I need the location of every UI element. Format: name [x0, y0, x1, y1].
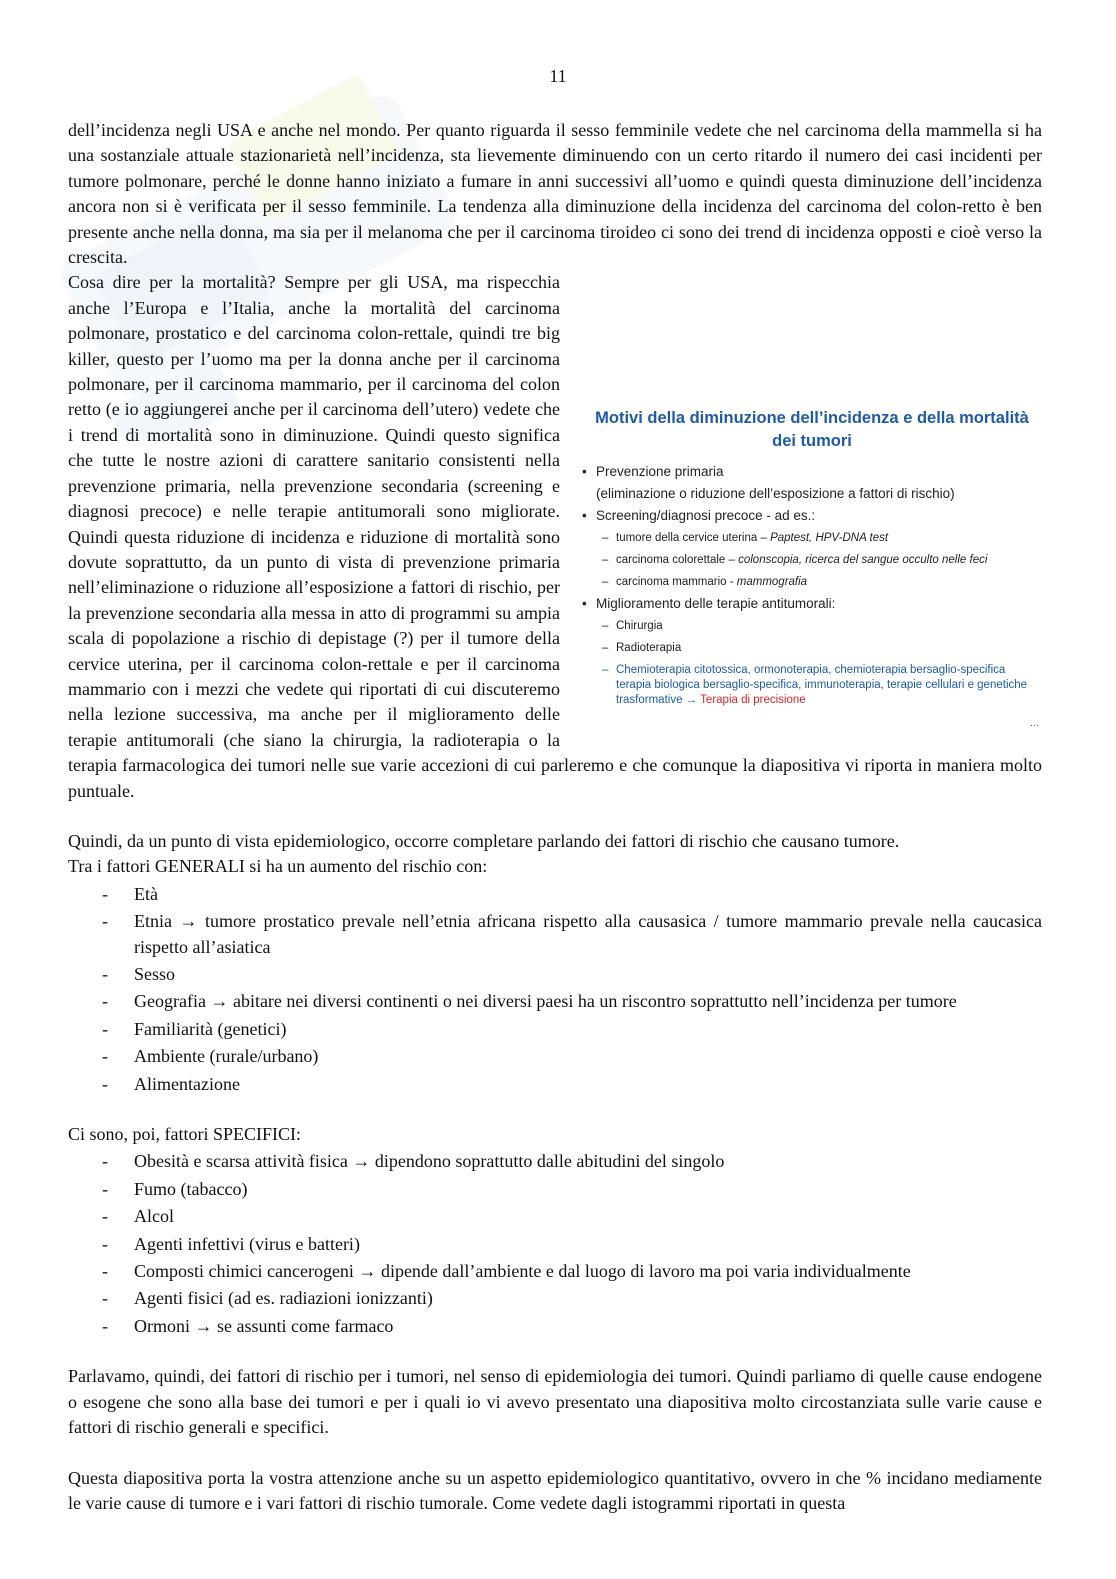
list-item: - Obesità e scarsa attività fisica → dipendono soprattutto dalle abitudini del singolo [68, 1149, 1042, 1174]
slide-subitem-surgery: – Chirurgia [582, 615, 1042, 637]
precision-therapy-label: Terapia di precisione [700, 694, 806, 707]
list-item: - Alcol [68, 1204, 1042, 1229]
arrow-icon: → [685, 694, 698, 707]
slide-title: Motivi della diminuzione dell’incidenza e della mortalità dei tumori [595, 409, 1029, 451]
list-item: - Agenti fisici (ad es. radiazioni ionizzanti) [68, 1286, 1042, 1311]
list-item: - Alimentazione [68, 1072, 1042, 1097]
slide-subitem-breast: – carcinoma mammario - mammografia [582, 571, 1042, 593]
list-item: - Composti chimici cancerogeni → dipende dall’ambiente e dal luogo di lavoro ma poi varia individualmente [68, 1259, 1042, 1284]
list-item: - Etnia → tumore prostatico prevale nell’etnia africana rispetto alla causasica / tumore mammario prevale nella caucasica rispetto all’asiatica [68, 909, 1042, 960]
signature-mark-icon: … [1030, 718, 1040, 730]
general-factors-list [68, 882, 1042, 1097]
slide-subitem-chemotherapy: – Chemioterapia citotossica, ormonoterapia, chemioterapia bersaglio-specifica terapia biologica bersaglio-specifica, immunoterapia, terapie cellulari e genetiche trasformative → Terapia di precisione [582, 663, 1042, 708]
slide-item-screening: • Screening/diagnosi precoce - ad es.: [582, 505, 1042, 527]
paragraph-risk-intro: Quindi, da un punto di vista epidemiologico, occorre completare parlando dei fattori di rischio che causano tumore. [68, 830, 900, 851]
page-number: 11 [549, 66, 567, 86]
mortality-section [68, 270, 1042, 804]
slide-item-primary-detail: (eliminazione o riduzione dell’esposizione a fattori di rischio) [596, 486, 955, 502]
list-item: - Ormoni → se assunti come farmaco [68, 1314, 1042, 1339]
paragraph-specific-intro: Ci sono, poi, fattori SPECIFICI: [68, 1124, 302, 1145]
paragraph-summary: Parlavamo, quindi, dei fattori di rischio per i tumori, nel senso di epidemiologia dei tumori. Quindi parliamo di quelle cause endogene o esogene che sono alla base dei tumori e per i quali io vi avevo presentato una diapositiva molto circostanziata sulle varie cause e fattori di rischio generali e specifici. [68, 1366, 1042, 1438]
slide-subitem-cervix: – tumore della cervice uterina – Paptest, HPV-DNA test [582, 527, 1042, 549]
slide-subitem-colorectal: – carcinoma colorettale – colonscopia, ricerca del sangue occulto nelle feci [582, 549, 1042, 571]
slide-figure [582, 401, 1042, 736]
list-item: - Età [68, 882, 1042, 907]
document-body [68, 118, 1042, 1516]
paragraph-mortality: Cosa dire per la mortalità? Sempre per gli USA, ma rispecchia anche l’Europa e l’Italia, anche la mortalità del carcinoma polmonare, prostatico e del carcinoma colon-rettale, quindi tre big killer, questo per l’uomo ma per la donna anche per il carcinoma polmonare, per il carcinoma mammario, per il carcinoma del colon retto (e io aggiungerei anche per il carcinoma dell’utero) vedete che i trend di mortalità sono in diminuzione. Quindi questo significa che tutte le nostre azioni di carattere sanitario consistenti nella prevenzione primaria, nella prevenzione secondaria (screening e diagnosi precoce) e nelle terapie antitumorali sono migliorate. Quindi questa riduzione di incidenza e riduzione di mortalità sono dovute soprattutto, da un punto di vista di prevenzione primaria nell’eliminazione o riduzione all’esposizione a fattori di rischio, per la prevenzione secondaria alla messa in atto di programmi su ampia scala di popolazione a rischio di depistage (?) per il tumore della cervice uterina, per il carcinoma colon-rettale e per il carcinoma mammario con i mezzi che vedete qui riportati di cui discuteremo nella lezione successiva, ma anche per il miglioramento delle terapie antitumorali (che siano la chirurgia, la radioterapia o la terapia farmacologica dei tumori nelle sue varie accezioni di cui parleremo e che comunque la diapositiva vi riporta in maniera molto puntuale. [68, 272, 1042, 801]
list-item: - Sesso [68, 962, 1042, 987]
list-item: - Agenti infettivi (virus e batteri) [68, 1232, 1042, 1257]
list-item: - Fumo (tabacco) [68, 1177, 1042, 1202]
slide-subitem-radiotherapy: – Radioterapia [582, 637, 1042, 659]
list-item: - Familiarità (genetici) [68, 1017, 1042, 1042]
paragraph-incidence: dell’incidenza negli USA e anche nel mondo. Per quanto riguarda il sesso femminile vedete che nel carcinoma della mammella si ha una sostanziale attuale stazionarietà nell’incidenza, sta lievemente diminuendo con un certo ritardo il numero dei casi incidenti per tumore polmonare, perché le donne hanno iniziato a fumare in anni successivi all’uomo e quindi questa diminuzione dell’incidenza ancora non si è verificata per il sesso femminile. La tendenza alla diminuzione della incidenza del carcinoma del colon-retto è ben presente anche nella donna, ma sia per il melanoma che per il carcinoma tiroideo ci sono dei trend di incidenza opposti e cioè verso la crescita. [68, 120, 1042, 268]
paragraph-quantitative: Questa diapositiva porta la vostra attenzione anche su un aspetto epidemiologico quantitativo, ovvero in che % incidano mediamente le varie cause di tumore e i vari fattori di rischio tumorale. Come vedete dagli istogrammi riportati in questa [68, 1467, 1042, 1513]
list-item: - Geografia → abitare nei diversi continenti o nei diversi paesi ha un riscontro soprattutto nell’incidenza per tumore [68, 989, 1042, 1014]
slide-list [582, 461, 1042, 708]
slide-item-therapy: • Miglioramento delle terapie antitumorali: [582, 593, 1042, 615]
list-item: - Ambiente (rurale/urbano) [68, 1044, 1042, 1069]
paragraph-general-intro: Tra i fattori GENERALI si ha un aumento del rischio con: [68, 856, 488, 877]
slide-item-primary: • Prevenzione primaria [582, 461, 1042, 483]
specific-factors-list [68, 1149, 1042, 1339]
